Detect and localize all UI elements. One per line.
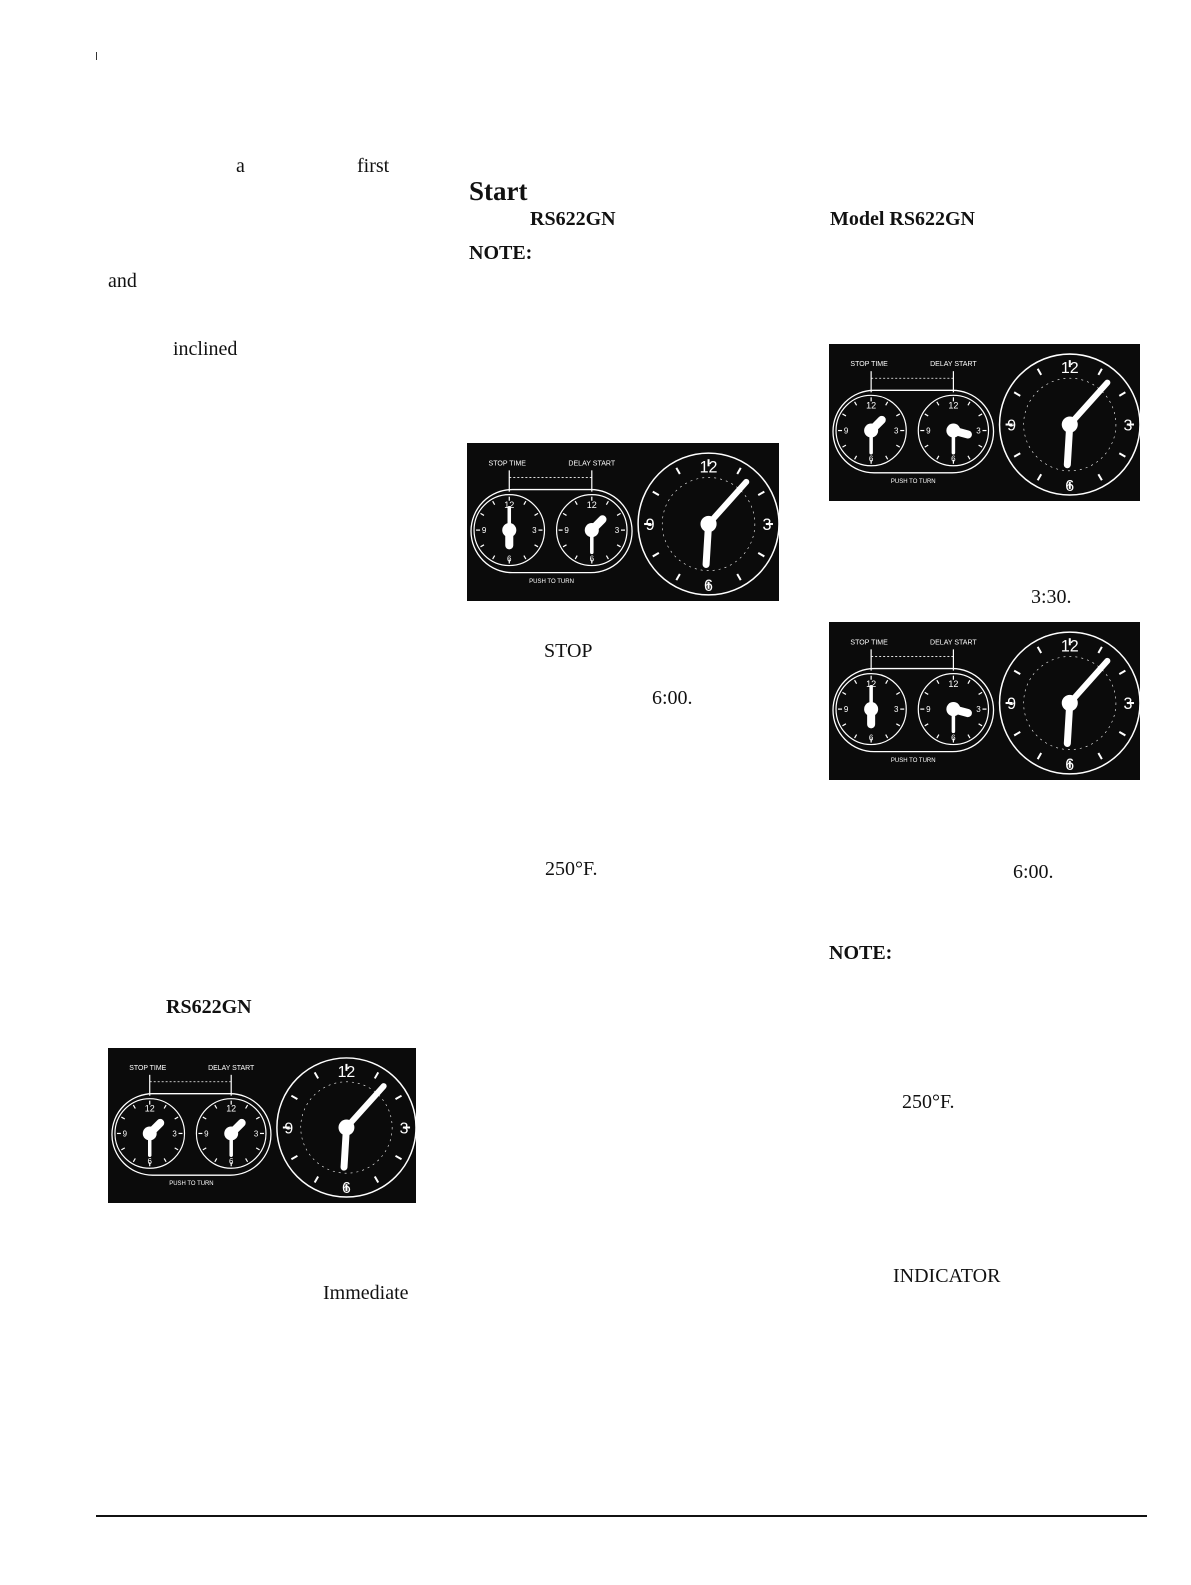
dial-hub [946, 702, 960, 716]
dial-tick [246, 1158, 248, 1161]
dial-tick [203, 1117, 206, 1119]
middle-temp-value: 250°F. [545, 858, 598, 880]
clock-numeral-9: 9 [1007, 695, 1017, 714]
middle-word-stop: STOP [544, 640, 593, 662]
main-clock [277, 1058, 416, 1197]
right-temp-value: 250°F. [902, 1091, 955, 1113]
dial-tick [855, 735, 857, 739]
dial-tick [937, 735, 939, 739]
dial-tick [1014, 671, 1020, 675]
main-clock [1000, 632, 1140, 774]
dial-tick [676, 468, 680, 474]
dial-tick [256, 1117, 259, 1119]
dial-tick [524, 501, 526, 505]
clock-numeral-6: 6 [1065, 476, 1075, 495]
dial-tick [676, 574, 680, 580]
numeral-12: 12 [866, 678, 877, 689]
numeral-9: 9 [926, 426, 931, 436]
delay-start-dial [918, 674, 988, 745]
numeral-6: 6 [868, 733, 874, 743]
right-time-value-b: 6:00. [1013, 861, 1054, 883]
section-heading: Start [469, 176, 528, 206]
dial-tick [563, 545, 566, 547]
numeral-9: 9 [481, 526, 487, 536]
dial-tick [256, 1148, 259, 1150]
numeral-3: 3 [253, 1129, 259, 1139]
dial-hub [864, 702, 878, 716]
numeral-3: 3 [532, 526, 537, 536]
numeral-12: 12 [866, 400, 877, 411]
push-to-turn-label: PUSH TO TURN [529, 578, 574, 585]
dial-tick [606, 556, 608, 560]
dial-tick [1119, 671, 1125, 675]
clock-hub [1062, 416, 1078, 432]
dial-tick [493, 556, 495, 560]
dial-tick [315, 1177, 318, 1183]
numeral-6: 6 [951, 733, 956, 743]
numeral-12: 12 [948, 400, 959, 411]
dial-tick [395, 1156, 401, 1159]
numeral-6: 6 [589, 554, 595, 564]
middle-model-label: RS622GN [530, 208, 616, 230]
stop-time-label: STOP TIME [488, 460, 527, 468]
stop-time-label: STOP TIME [850, 361, 888, 369]
dial-tick [375, 1177, 378, 1183]
timer-panel-graphic [108, 1048, 416, 1203]
numeral-6: 6 [951, 454, 956, 464]
middle-note-label: NOTE: [469, 242, 533, 264]
dial-tick [524, 556, 526, 560]
dial-tick [968, 402, 970, 405]
stop-time-dial [836, 674, 906, 745]
push-to-turn-label: PUSH TO TURN [169, 1181, 214, 1188]
stop-time-dial [115, 1099, 185, 1169]
left-word-immediate: Immediate [323, 1282, 409, 1304]
dial-tick [493, 501, 495, 505]
dial-tick [737, 574, 741, 580]
dial-tick [758, 492, 764, 496]
clock-numeral-9: 9 [1007, 416, 1017, 435]
timer-panel-graphic [829, 622, 1140, 780]
left-word-a: a [236, 155, 245, 177]
clock-numeral-3: 3 [1123, 416, 1133, 435]
dial-tick [395, 1096, 401, 1099]
timer-panel-graphic [467, 443, 779, 601]
dial-tick [375, 1072, 378, 1078]
numeral-9: 9 [843, 426, 849, 436]
numeral-9: 9 [564, 526, 569, 536]
numeral-3: 3 [614, 526, 620, 536]
dial-tick [175, 1148, 178, 1150]
footer-rule [96, 1515, 1147, 1517]
numeral-9: 9 [926, 705, 931, 715]
dial-tick [164, 1158, 166, 1161]
dial-hub [502, 523, 516, 537]
dial-tick [925, 724, 928, 726]
dial-tick [1098, 474, 1102, 480]
dial-tick [575, 501, 577, 505]
dial-tick [842, 724, 845, 726]
clock-numeral-3: 3 [1123, 695, 1133, 714]
dial-tick [1014, 732, 1020, 736]
dial-tick [968, 456, 970, 459]
dial-tick [979, 445, 982, 447]
dial-tick [896, 692, 899, 694]
dial-tick [1014, 453, 1020, 457]
dial-tick [291, 1156, 297, 1159]
dial-tick [1038, 369, 1042, 375]
clock-minute-hand [1070, 661, 1108, 703]
clock-numeral-12: 12 [1060, 637, 1079, 656]
clock-panel-figure [108, 1048, 416, 1203]
dial-tick [215, 1158, 217, 1161]
clock-numeral-9: 9 [284, 1120, 294, 1138]
numeral-3: 3 [893, 705, 899, 715]
dial-tick [886, 402, 888, 405]
dial-tick [925, 414, 928, 416]
dial-tick [886, 680, 888, 684]
dial-hub [585, 523, 599, 537]
numeral-12: 12 [226, 1103, 237, 1114]
dial-tick [164, 1105, 166, 1108]
push-to-turn-label: PUSH TO TURN [890, 757, 936, 764]
dial-tick [937, 456, 939, 459]
dial-tick [133, 1105, 135, 1108]
clock-panel-figure [829, 344, 1140, 501]
dial-tick [653, 492, 659, 496]
clock-numeral-12: 12 [1060, 359, 1079, 378]
numeral-6: 6 [868, 454, 874, 464]
delay-start-label: DELAY START [930, 639, 977, 647]
dial-tick [1098, 647, 1102, 653]
numeral-12: 12 [144, 1103, 155, 1114]
dial-tick [617, 545, 620, 547]
dial-tick [315, 1072, 318, 1078]
push-to-turn-label: PUSH TO TURN [890, 478, 936, 485]
dial-tick [842, 445, 845, 447]
delay-start-label: DELAY START [568, 460, 616, 468]
dial-tick [1038, 753, 1042, 759]
clock-minute-hand [346, 1086, 383, 1127]
dial-tick [203, 1148, 206, 1150]
stop-time-label: STOP TIME [129, 1064, 167, 1072]
numeral-3: 3 [172, 1129, 177, 1139]
dial-tick [653, 553, 659, 557]
delay-start-dial [918, 395, 988, 465]
dial-hub [224, 1126, 238, 1140]
dial-hub [946, 424, 960, 438]
numeral-3: 3 [976, 705, 981, 715]
numeral-6: 6 [507, 554, 512, 564]
margin-tick [96, 52, 97, 60]
clock-numeral-12: 12 [337, 1063, 356, 1081]
dial-tick [1038, 647, 1042, 653]
left-word-first: first [357, 155, 390, 177]
delay-start-label: DELAY START [208, 1064, 255, 1072]
clock-minute-hand [709, 482, 747, 524]
delay-start-label: DELAY START [930, 361, 977, 369]
clock-minute-hand [1070, 383, 1108, 425]
dial-tick [535, 545, 538, 547]
clock-hub [700, 516, 716, 532]
dial-tick [937, 680, 939, 684]
dial-tick [175, 1117, 178, 1119]
dial-tick [121, 1148, 124, 1150]
clock-hub [1062, 695, 1078, 711]
dial-tick [855, 456, 857, 459]
dial-tick [575, 556, 577, 560]
dial-hub [864, 424, 878, 438]
dial-tick [535, 513, 538, 515]
dial-tick [979, 692, 982, 694]
clock-numeral-9: 9 [645, 516, 655, 535]
dial-tick [979, 414, 982, 416]
clock-numeral-6: 6 [342, 1180, 351, 1198]
left-word-inclined: inclined [173, 338, 238, 360]
dial-tick [925, 692, 928, 694]
dial-tick [842, 414, 845, 416]
dial-tick [617, 513, 620, 515]
main-clock [638, 453, 779, 595]
dial-tick [842, 692, 845, 694]
stop-time-dial [474, 495, 544, 566]
clock-panel-figure [829, 622, 1140, 780]
clock-numeral-3: 3 [762, 516, 772, 535]
right-model-label: Model RS622GN [830, 208, 975, 230]
dial-tick [1119, 453, 1125, 457]
right-time-value-a: 3:30. [1031, 586, 1072, 608]
dial-tick [1014, 392, 1020, 396]
dial-tick [737, 468, 741, 474]
delay-start-dial [557, 495, 627, 566]
right-note-label: NOTE: [829, 942, 893, 964]
numeral-12: 12 [586, 499, 597, 510]
dial-tick [481, 513, 484, 515]
dial-tick [215, 1105, 217, 1108]
numeral-9: 9 [122, 1129, 128, 1139]
dial-tick [979, 724, 982, 726]
numeral-6: 6 [147, 1157, 152, 1167]
dial-tick [1098, 753, 1102, 759]
dial-tick [1119, 392, 1125, 396]
dial-tick [896, 414, 899, 416]
dial-tick [246, 1105, 248, 1108]
dial-tick [291, 1096, 297, 1099]
dial-tick [937, 402, 939, 405]
clock-numeral-6: 6 [704, 576, 714, 595]
dial-tick [968, 680, 970, 684]
stop-time-label: STOP TIME [850, 639, 888, 647]
middle-time-value: 6:00. [652, 687, 693, 709]
clock-panel-figure [467, 443, 779, 601]
dial-tick [855, 680, 857, 684]
stop-time-dial [836, 395, 906, 465]
numeral-12: 12 [504, 499, 515, 510]
numeral-3: 3 [976, 426, 981, 436]
left-word-and: and [108, 270, 137, 292]
numeral-6: 6 [228, 1157, 234, 1167]
dial-tick [886, 456, 888, 459]
timer-panel-graphic [829, 344, 1140, 501]
numeral-12: 12 [948, 678, 959, 689]
dial-tick [563, 513, 566, 515]
dial-tick [968, 735, 970, 739]
dial-tick [886, 735, 888, 739]
dial-tick [896, 724, 899, 726]
dial-tick [133, 1158, 135, 1161]
clock-numeral-6: 6 [1065, 755, 1075, 774]
dial-tick [1098, 369, 1102, 375]
dial-tick [896, 445, 899, 447]
dial-hub [143, 1126, 157, 1140]
dial-tick [606, 501, 608, 505]
left-model-label: RS622GN [166, 996, 252, 1018]
dial-tick [121, 1117, 124, 1119]
right-word-indicator: INDICATOR [893, 1265, 1001, 1287]
clock-numeral-3: 3 [399, 1120, 409, 1138]
dial-tick [855, 402, 857, 405]
dial-tick [925, 445, 928, 447]
dial-tick [758, 553, 764, 557]
numeral-3: 3 [893, 426, 899, 436]
dial-tick [481, 545, 484, 547]
clock-hub [339, 1120, 355, 1136]
dial-tick [1038, 474, 1042, 480]
numeral-9: 9 [843, 705, 849, 715]
numeral-9: 9 [204, 1129, 209, 1139]
main-clock [1000, 354, 1140, 495]
delay-start-dial [196, 1099, 266, 1169]
clock-numeral-12: 12 [699, 458, 718, 477]
dial-tick [1119, 732, 1125, 736]
